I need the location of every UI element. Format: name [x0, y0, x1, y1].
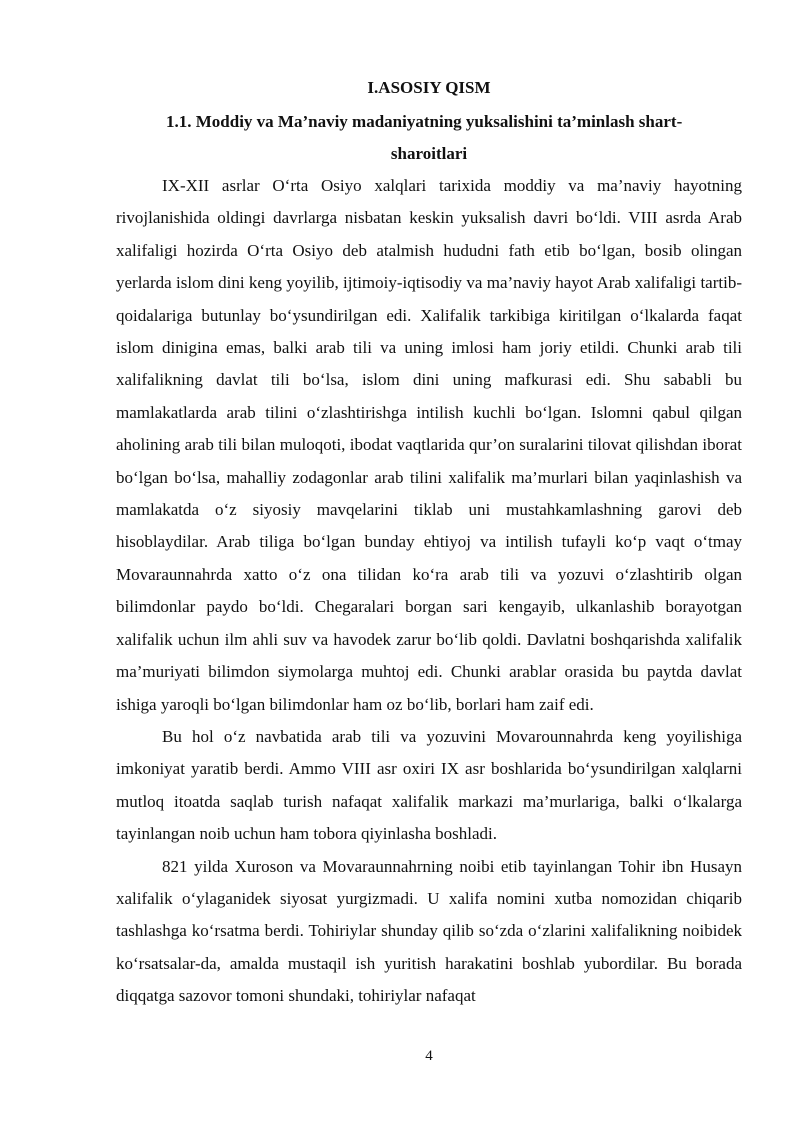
- document-page: [116, 76, 742, 1013]
- subsection-title-line1: 1.1. Moddiy va Ma’naviy madaniyatning yuksalishini ta’minlash shart-: [166, 112, 683, 131]
- body-paragraph: Bu hol o‘z navbatida arab tili va yozuvini Movarounnahrda keng yoyilishiga imkoniyat yaratib berdi. Ammo VIII asr oxiri IX asr boshlarida bo‘ysundirilgan xalqlarni mutloq itoatda saqlab turish nafaqat xalifalik markazi ma’murlariga, balki o‘lkalarga tayinlangan noib uchun ham tobora qiyinlasha boshladi.: [116, 726, 742, 844]
- subsection-title: [116, 106, 742, 170]
- section-title: I.ASOSIY QISM: [367, 78, 491, 97]
- subsection-title-line2: sharoitlari: [390, 144, 468, 163]
- page-number: 4: [425, 1048, 433, 1064]
- body-paragraph: 821 yilda Xuroson va Movaraunnahrning noibi etib tayinlangan Tohir ibn Husayn xalifalik o‘ylaganidek siyosat yurgizmadi. U xalifa nomini xutba nomozidan chiqarib tashlashga ko‘rsatma berdi. Tohiriylar shunday qilib so‘zda o‘zlarini xalifalikning noibidek ko‘rsatsalar-da, amalda mustaqil ish yuritish harakatini boshlab yubordilar. Bu borada diqqatga sazovor tomoni shundaki, tohiriylar nafaqat: [116, 856, 742, 1006]
- body-paragraph: IX-XII asrlar O‘rta Osiyo xalqlari tarixida moddiy va ma’naviy hayotning rivojlanishida oldingi davrlarga nisbatan keskin yuksalish davri bo‘ldi. VIII asrda Arab xalifaligi hozirda O‘rta Osiyo deb atalmish hududni fath etib bo‘lgan, bosib olingan yerlarda islom dini keng yoyilib, ijtimoiy-iqtisodiy va ma’naviy hayot Arab xalifaligi tartib-qoidalariga butunlay bo‘ysundirilgan edi. Xalifalik tarkibiga kiritilgan o‘lkalarda faqat islom dinigina emas, balki arab tili va uning imlosi ham joriy etildi. Chunki arab tili xalifalikning davlat tili bo‘lsa, islom dini uning mafkurasi edi. Shu sababli bu mamlakatlarda arab tilini o‘zlashtirishga intilish kuchli bo‘lgan. Islomni qabul qilgan aholining arab tili bilan muloqoti, ibodat vaqtlarida qur’on suralarini tilovat qilishdan iborat bo‘lgan bo‘lsa, mahalliy zodagonlar arab tilini xalifalik ma’murlari bilan yaqinlashish va mamlakatda o‘z siyosiy mavqelarini tiklab uni mustahkamlashning garovi deb hisoblaydilar. Arab tiliga bo‘lgan bunday ehtiyoj va intilish tufayli ko‘p vaqt o‘tmay Movaraunnahrda xatto o‘z ona tilidan ko‘ra arab tili va yozuvi o‘zlashtirib olgan bilimdonlar paydo bo‘ldi. Chegaralari borgan sari kengayib, ulkanlashib borayotgan xalifalik uchun ilm ahli suv va havodek zarur bo‘lib qoldi. Davlatni boshqarishda xalifalik ma’muriyati bilimdon siymolarga muhtoj edi. Chunki arablar orasida bu paytda davlat ishiga yaroqli bo‘lgan bilimdonlar ham oz bo‘lib, borlari ham zaif edi.: [116, 176, 742, 714]
